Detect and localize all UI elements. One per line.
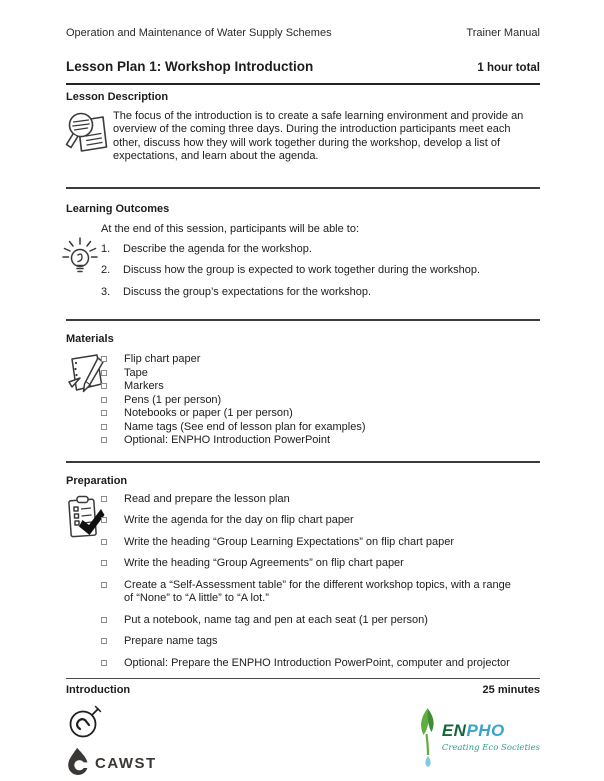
cawst-logo — [66, 747, 157, 780]
material-item-text: Flip chart paper — [124, 353, 201, 366]
learning-outcomes-heading: Learning Outcomes — [66, 202, 170, 215]
materials-list — [101, 353, 521, 448]
material-item-text: Pens (1 per person) — [124, 393, 222, 406]
checkbox-bullet-icon — [101, 356, 107, 362]
outcome-item: Discuss how the group is expected to work together during the workshop. — [123, 264, 481, 277]
enpho-leaf-icon — [416, 706, 440, 775]
preparation-item — [101, 657, 521, 671]
preparation-item — [101, 614, 521, 628]
material-item — [101, 421, 521, 435]
title-divider — [66, 83, 540, 85]
checkbox-bullet-icon — [101, 560, 107, 566]
material-item-text: Optional: ENPHO Introduction PowerPoint — [124, 434, 331, 447]
lesson-title-row — [66, 59, 540, 74]
section-divider — [66, 319, 540, 321]
material-item-text: Markers — [124, 380, 164, 393]
materials-heading: Materials — [66, 333, 114, 346]
introduction-session-row — [66, 684, 540, 696]
enpho-tagline: Creating Eco Societies — [441, 743, 540, 754]
material-item — [101, 434, 521, 448]
material-item — [101, 407, 521, 421]
outcome-item: Describe the agenda for the workshop. — [123, 242, 312, 255]
preparation-item — [101, 635, 521, 649]
checkbox-bullet-icon — [101, 617, 107, 623]
preparation-heading: Preparation — [66, 474, 128, 487]
preparation-item — [101, 536, 521, 550]
cawst-wordmark: CAWST — [95, 755, 157, 773]
material-item-text: Tape — [124, 366, 148, 379]
introduction-heading: Introduction — [66, 684, 131, 697]
enpho-logo — [416, 706, 540, 775]
lesson-total-duration: 1 hour total — [477, 62, 540, 74]
lesson-description-text: The focus of the introduction is to create a safe learning environment and provide an overview of the coming three days. During the introduction participants meet each other, discuss how they will work together during the workshop, develop a list of expectations, and learn about the agenda. — [113, 110, 524, 163]
section-divider — [66, 678, 540, 679]
outcome-item: Discuss the group’s expectations for the workshop. — [123, 285, 372, 298]
material-item-text: Name tags (See end of lesson plan for examples) — [124, 420, 366, 433]
page-footer — [66, 704, 540, 780]
preparation-item-text: Read and prepare the lesson plan — [124, 492, 290, 505]
preparation-item — [101, 493, 521, 507]
material-item — [101, 380, 521, 394]
preparation-item-text: Put a notebook, name tag and pen at each seat (1 per person) — [124, 613, 428, 626]
preparation-item — [101, 579, 521, 606]
cawst-drop-icon — [66, 747, 90, 780]
checkbox-bullet-icon — [101, 424, 107, 430]
preparation-body — [66, 493, 540, 671]
preparation-item — [101, 557, 521, 571]
page-header — [66, 27, 540, 39]
checkbox-bullet-icon — [101, 582, 107, 588]
header-manual-label: Trainer Manual — [466, 27, 540, 39]
preparation-item — [101, 514, 521, 528]
preparation-item-text: Write the heading “Group Agreements” on flip chart paper — [124, 557, 404, 570]
outcomes-intro-text: At the end of this session, participants will be able to: — [101, 222, 360, 235]
material-item — [101, 353, 521, 367]
checkbox-bullet-icon — [101, 496, 107, 502]
preparation-item-text: Prepare name tags — [124, 635, 218, 648]
checkbox-bullet-icon — [101, 638, 107, 644]
checkbox-bullet-icon — [101, 383, 107, 389]
header-document-title: Operation and Maintenance of Water Supply Schemes — [66, 27, 332, 39]
section-divider — [66, 187, 540, 189]
section-divider — [66, 461, 540, 463]
outcomes-list — [101, 243, 540, 300]
preparation-item-text: Write the agenda for the day on flip chart paper — [124, 514, 354, 527]
clipboard-check-icon — [65, 494, 105, 547]
checkbox-bullet-icon — [101, 437, 107, 443]
preparation-item-text: Optional: Prepare the ENPHO Introduction PowerPoint, computer and projector — [124, 656, 510, 669]
lesson-plan-title: Lesson Plan 1: Workshop Introduction — [66, 59, 314, 74]
enpho-wordmark — [442, 721, 505, 740]
checkbox-bullet-icon — [101, 410, 107, 416]
materials-body — [66, 353, 540, 448]
preparation-item-text: Create a “Self-Assessment table” for the different workshop topics, with a range of “None” to “A little” to “A lot.” — [124, 578, 511, 605]
lightbulb-icon — [61, 231, 99, 286]
checkbox-bullet-icon — [101, 397, 107, 403]
enpho-wordmark-pho: PHO — [466, 721, 505, 741]
magnifier-document-icon — [62, 108, 109, 165]
introduction-duration: 25 minutes — [482, 684, 540, 697]
material-item — [101, 394, 521, 408]
stopwatch-icon — [68, 704, 157, 745]
lesson-description-body — [66, 110, 540, 164]
material-item — [101, 367, 521, 381]
enpho-wordmark-en: EN — [441, 721, 467, 741]
checkbox-bullet-icon — [101, 370, 107, 376]
material-item-text: Notebooks or paper (1 per person) — [124, 407, 293, 420]
preparation-list — [101, 493, 521, 671]
checkbox-bullet-icon — [101, 517, 107, 523]
preparation-item-text: Write the heading “Group Learning Expectations” on flip chart paper — [124, 535, 454, 548]
checkbox-bullet-icon — [101, 660, 107, 666]
learning-outcomes-body — [66, 223, 540, 300]
lesson-description-heading: Lesson Description — [66, 91, 169, 103]
checkbox-bullet-icon — [101, 539, 107, 545]
